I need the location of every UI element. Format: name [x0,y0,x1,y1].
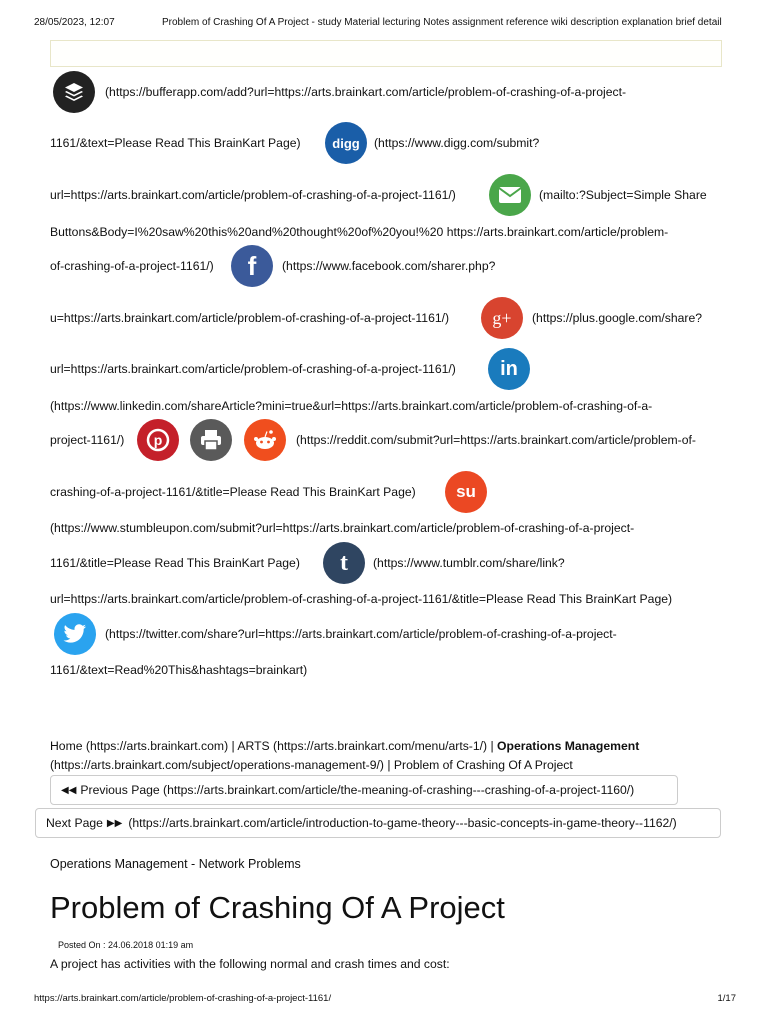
email-icon [498,186,522,204]
digg-icon: digg [332,135,360,151]
linkedin-share-link[interactable]: (https://www.linkedin.com/shareArticle?mini=true&url=https://arts.brainkart.com/article/problem-of-crashing-of-a- [50,399,653,413]
next-page-label: Next Page [46,816,103,830]
linkedin-share-button[interactable] [488,348,530,390]
linkedin-share-link-cont[interactable]: project-1161/) [50,433,125,447]
digg-share-link-cont[interactable]: url=https://arts.brainkart.com/article/problem-of-crashing-of-a-project-1161/) [50,188,456,202]
buffer-share-link[interactable]: (https://bufferapp.com/add?url=https://arts.brainkart.com/article/problem-of-crashing-of-a-project- [105,85,627,99]
email-share-link-cont2[interactable]: of-crashing-of-a-project-1161/) [50,259,214,273]
breadcrumb-links[interactable]: Home (https://arts.brainkart.com) | ARTS (https://arts.brainkart.com/menu/arts-1/) | [50,739,498,753]
reddit-share-link-cont[interactable]: crashing-of-a-project-1161/&title=Please Read This BrainKart Page) [50,485,416,499]
next-page-button[interactable] [35,808,721,838]
twitter-share-link[interactable]: (https://twitter.com/share?url=https://arts.brainkart.com/article/problem-of-crashing-of-a-project- [105,627,617,641]
next-page-url: (https://arts.brainkart.com/article/introduction-to-game-theory---basic-concepts-in-game-theory--1162/) [128,816,677,830]
stumbleupon-share-link-cont[interactable]: 1161/&title=Please Read This BrainKart Page) [50,556,300,570]
buffer-icon [62,80,86,104]
article-category: Operations Management - Network Problems [50,857,301,871]
facebook-share-button[interactable] [231,245,273,287]
email-share-link[interactable]: (mailto:?Subject=Simple Share [539,188,707,202]
facebook-share-link[interactable]: (https://www.facebook.com/sharer.php? [282,259,496,273]
pinterest-icon [146,428,170,452]
email-share-link-cont[interactable]: Buttons&Body=I%20saw%20this%20and%20thought%20of%20you!%20 https://arts.brainkart.com/article/problem- [50,225,669,239]
previous-page-label: Previous Page (https://arts.brainkart.com/article/the-meaning-of-crashing---crashing-of-a-project-1160/) [80,783,635,797]
reddit-share-link[interactable]: (https://reddit.com/submit?url=https://arts.brainkart.com/article/problem-of- [296,433,696,447]
reddit-share-button[interactable] [244,419,286,461]
printer-icon [199,429,223,451]
pinterest-share-button[interactable] [137,419,179,461]
email-share-button[interactable] [489,174,531,216]
svg-text:p: p [153,432,163,448]
tumblr-share-button[interactable] [323,542,365,584]
digg-share-link[interactable]: (https://www.digg.com/submit? [374,136,540,150]
tumblr-icon: t [340,549,348,576]
print-footer-page: 1/17 [717,993,736,1004]
print-button[interactable] [190,419,232,461]
next-arrow-icon: ▶▶ [106,817,123,829]
buffer-share-button[interactable] [53,71,95,113]
previous-arrow-icon: ◀◀ [61,784,77,796]
google-plus-icon: g+ [492,307,512,328]
google-plus-share-button[interactable] [481,297,523,339]
buffer-share-link-cont[interactable]: 1161/&text=Please Read This BrainKart Page) [50,136,301,150]
print-footer-url: https://arts.brainkart.com/article/problem-of-crashing-of-a-project-1161/ [34,993,332,1004]
breadcrumb [50,739,639,753]
breadcrumb-line2[interactable]: (https://arts.brainkart.com/subject/operations-management-9/) | Problem of Crashing Of A Project [50,758,573,772]
reddit-icon [252,429,278,451]
digg-share-button[interactable] [325,122,367,164]
stumbleupon-icon: su [456,482,476,501]
linkedin-icon: in [500,357,518,380]
tumblr-share-link-cont[interactable]: url=https://arts.brainkart.com/article/problem-of-crashing-of-a-project-1161/&title=Please Read This BrainKart Page) [50,592,673,606]
previous-page-button[interactable] [50,775,678,805]
print-header-title: Problem of Crashing Of A Project - study Material lecturing Notes assignment reference wiki description explanation brief detail [162,17,722,28]
breadcrumb-subject[interactable]: Operations Management [497,739,640,753]
posted-date: Posted On : 24.06.2018 01:19 am [58,940,194,950]
twitter-share-link-cont[interactable]: 1161/&text=Read%20This&hashtags=brainkart) [50,663,308,677]
twitter-icon [63,624,87,644]
page-title: Problem of Crashing Of A Project [50,890,505,925]
tumblr-share-link[interactable]: (https://www.tumblr.com/share/link? [373,556,565,570]
stumbleupon-share-button[interactable] [445,471,487,513]
facebook-share-link-cont[interactable]: u=https://arts.brainkart.com/article/problem-of-crashing-of-a-project-1161/) [50,311,450,325]
article-intro: A project has activities with the following normal and crash times and cost: [50,957,450,971]
twitter-share-button[interactable] [54,613,96,655]
google-plus-share-link[interactable]: (https://plus.google.com/share? [532,311,703,325]
print-header-date: 28/05/2023, 12:07 [34,17,115,28]
google-plus-share-link-cont[interactable]: url=https://arts.brainkart.com/article/problem-of-crashing-of-a-project-1161/) [50,362,456,376]
facebook-icon: f [247,250,257,281]
stumbleupon-share-link[interactable]: (https://www.stumbleupon.com/submit?url=https://arts.brainkart.com/article/problem-of-crashing-of-a-project- [50,521,635,535]
